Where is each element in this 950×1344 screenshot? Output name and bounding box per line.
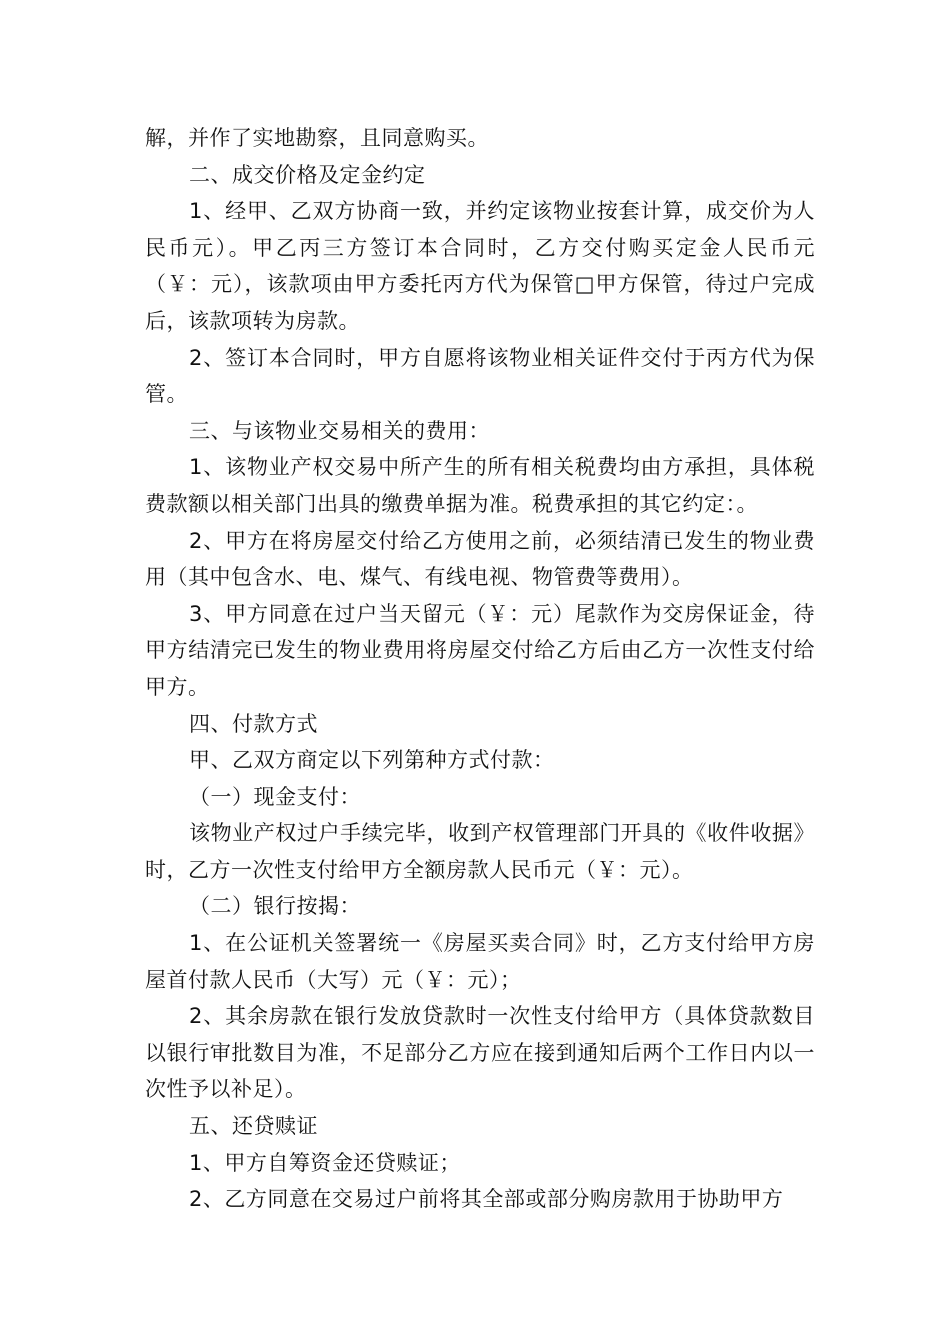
sub-heading: （二）银行按揭：: [189, 894, 361, 919]
paragraph: 2、其余房款在银行发放贷款时一次性支付给甲方（具体贷款数目以银行审批数目为准，不足部分乙方应在接到通知后两个工作日内以一次性予以补足）。: [145, 1004, 815, 1102]
paragraph: 2、乙方同意在交易过户前将其全部或部分购房款用于协助甲方: [189, 1187, 784, 1212]
paragraph: 解，并作了实地勘察，且同意购买。: [145, 126, 489, 150]
section-heading: 五、还贷赎证: [189, 1114, 318, 1139]
paragraph: 3、甲方同意在过户当天留元（￥：元）尾款作为交房保证金，待甲方结清完已发生的物业费用将房屋交付给乙方后由乙方一次性支付给甲方。: [145, 601, 815, 699]
section-heading: 二、成交价格及定金约定: [189, 162, 426, 187]
section-heading: 四、付款方式: [189, 711, 318, 736]
paragraph: 1、在公证机关签署统一《房屋买卖合同》时，乙方支付给甲方房屋首付款人民币（大写）元（￥：元）；: [145, 931, 815, 992]
section-heading: 三、与该物业交易相关的费用：: [189, 418, 490, 443]
paragraph: 1、经甲、乙双方协商一致，并约定该物业按套计算，成交价为人民币元）。甲乙丙三方签订本合同时，乙方交付购买定金人民币元（￥：元），该款项由甲方委托丙方代为保管□甲方保管，待过户完成后，该款项转为房款。: [145, 199, 815, 333]
paragraph: 1、甲方自筹资金还贷赎证；: [189, 1150, 461, 1175]
paragraph: 甲、乙双方商定以下列第种方式付款：: [189, 748, 555, 773]
document-body: [145, 120, 815, 1218]
paragraph: 2、甲方在将房屋交付给乙方使用之前，必须结清已发生的物业费用（其中包含水、电、煤气、有线电视、物管费等费用）。: [145, 528, 815, 590]
paragraph: 2、签订本合同时，甲方自愿将该物业相关证件交付于丙方代为保管。: [145, 345, 815, 407]
paragraph: 该物业产权过户手续完毕，收到产权管理部门开具的《收件收据》时，乙方一次性支付给甲方全额房款人民币元（￥：元）。: [145, 821, 815, 882]
sub-heading: （一）现金支付：: [189, 784, 361, 809]
paragraph: 1、该物业产权交易中所产生的所有相关税费均由方承担，具体税费款额以相关部门出具的缴费单据为准。税费承担的其它约定：。: [145, 455, 815, 516]
